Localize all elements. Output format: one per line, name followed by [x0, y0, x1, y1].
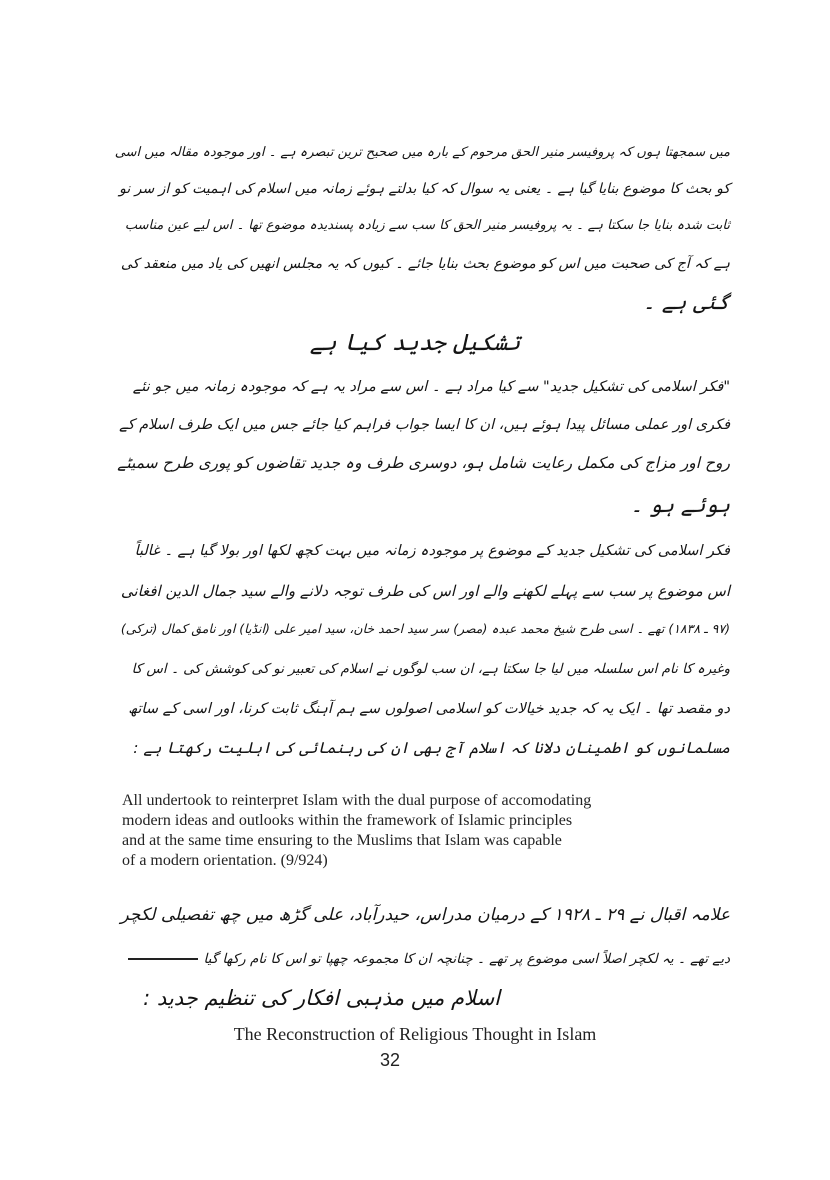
page-number: 32 [379, 1050, 401, 1070]
section-heading: تشکیل جدید کیا ہے [309, 330, 521, 356]
paragraph-3-line-1: فکر اسلامی کی تشکیل جدید کے موضوع پر موجودہ زمانہ میں بہت کچھ لکھا اور بولا گیا ہے ۔ غالباً [134, 543, 730, 559]
book-title: The Reconstruction of Religious Thought in Islam [233, 1024, 597, 1044]
paragraph-2-line-3: روح اور مزاج کی مکمل رعایت شامل ہو، دوسری طرف وہ جدید تقاضوں کو پوری طرح سمیٹے [117, 454, 730, 472]
paragraph-1-line-1: میں سمجھتا ہوں کہ پروفیسر منیر الحق مرحوم کے بارہ میں صحیح ترین تبصرہ ہے ۔ اور موجودہ مقالہ میں اسی [114, 145, 730, 160]
quote-line-4: of a modern orientation. (9/924) [122, 852, 328, 869]
quote-line-3: and at the same time ensuring to the Muslims that Islam was capable [122, 832, 562, 849]
quote-line-1: All undertook to reinterpret Islam with the dual purpose of accomodating [122, 792, 592, 809]
paragraph-2-line-1: "فکر اسلامی کی تشکیل جدید" سے کیا مراد ہے ۔ اس سے مراد یہ ہے کہ موجودہ زمانہ میں جو نئے [132, 379, 730, 395]
paragraph-2-line-4: ہوئے ہو ۔ [630, 493, 730, 517]
paragraph-1-line-5: گئی ہے ۔ [642, 290, 730, 314]
paragraph-1-line-4: ہے کہ آج کی صحبت میں اس کو موضوع بحث بنایا جائے ۔ کیوں کہ یہ مجلس انھیں کی یاد میں منعقد کی [120, 256, 730, 272]
paragraph-3-line-6: مسلمانوں کو اطمینان دلانا کہ اسلام آج بھی ان کی رہنمائی کی اہلیت رکھتا ہے : [133, 739, 730, 757]
paragraph-3-line-4: وغیرہ کا نام اس سلسلہ میں لیا جا سکتا ہے، ان سب لوگوں نے اسلام کی تعبیر نو کی کوشش کی ۔ اس کا [131, 661, 730, 677]
paragraph-1-line-2: کو بحث کا موضوع بنایا گیا ہے ۔ یعنی یہ سوال کہ کیا بدلتے ہوئے زمانہ میں اسلام کی اہمیت کو از سر نو [119, 181, 730, 197]
paragraph-2-line-2: فکری اور عملی مسائل پیدا ہوئے ہیں، ان کا ایسا جواب فراہم کیا جائے جس میں ایک طرف اسلام کے [119, 417, 730, 433]
quote-line-2: modern ideas and outlooks within the framework of Islamic principles [122, 812, 573, 829]
paragraph-4-line-3: اسلام میں مذہبی افکار کی تنظیم جدید : [143, 986, 500, 1010]
paragraph-3-line-3: (۹۷ ـ ۱۸۳۸) تھے ۔ اسی طرح شیخ محمد عبدہ (مصر) سر سید احمد خان، سید امیر علی (انڈیا) اور نامق کمال (ترکی) [120, 621, 730, 636]
paragraph-3-line-2: اس موضوع پر سب سے پہلے لکھنے والے اور اس کی طرف توجہ دلانے والے سید جمال الدین افغانی [120, 582, 730, 600]
paragraph-3-line-5: دو مقصد تھا ۔ ایک یہ کہ جدید خیالات کو اسلامی اصولوں سے ہم آہنگ ثابت کرنا، اور اسی کے ساتھ [128, 701, 730, 717]
paragraph-4-line-2-text: دیے تھے ۔ یہ لکچر اصلاً اسی موضوع پر تھے ۔ چنانچہ ان کا مجموعہ چھپا تو اس کا نام رکھا گیا [203, 951, 730, 967]
paragraph-1-line-3: ثابت شدہ بنایا جا سکتا ہے ۔ یہ پروفیسر منیر الحق کا سب سے زیادہ پسندیدہ موضوع تھا ۔ اس لیے عین مناسب [124, 218, 730, 233]
dash-rule [128, 958, 198, 960]
paragraph-4-line-1: علامہ اقبال نے ۲۹ ـ ۱۹۲۸ کے درمیان مدراس، حیدرآباد، علی گڑھ میں چھ تفصیلی لکچر [120, 905, 730, 925]
english-quote [122, 791, 591, 871]
paragraph-4-line-2 [128, 944, 730, 974]
